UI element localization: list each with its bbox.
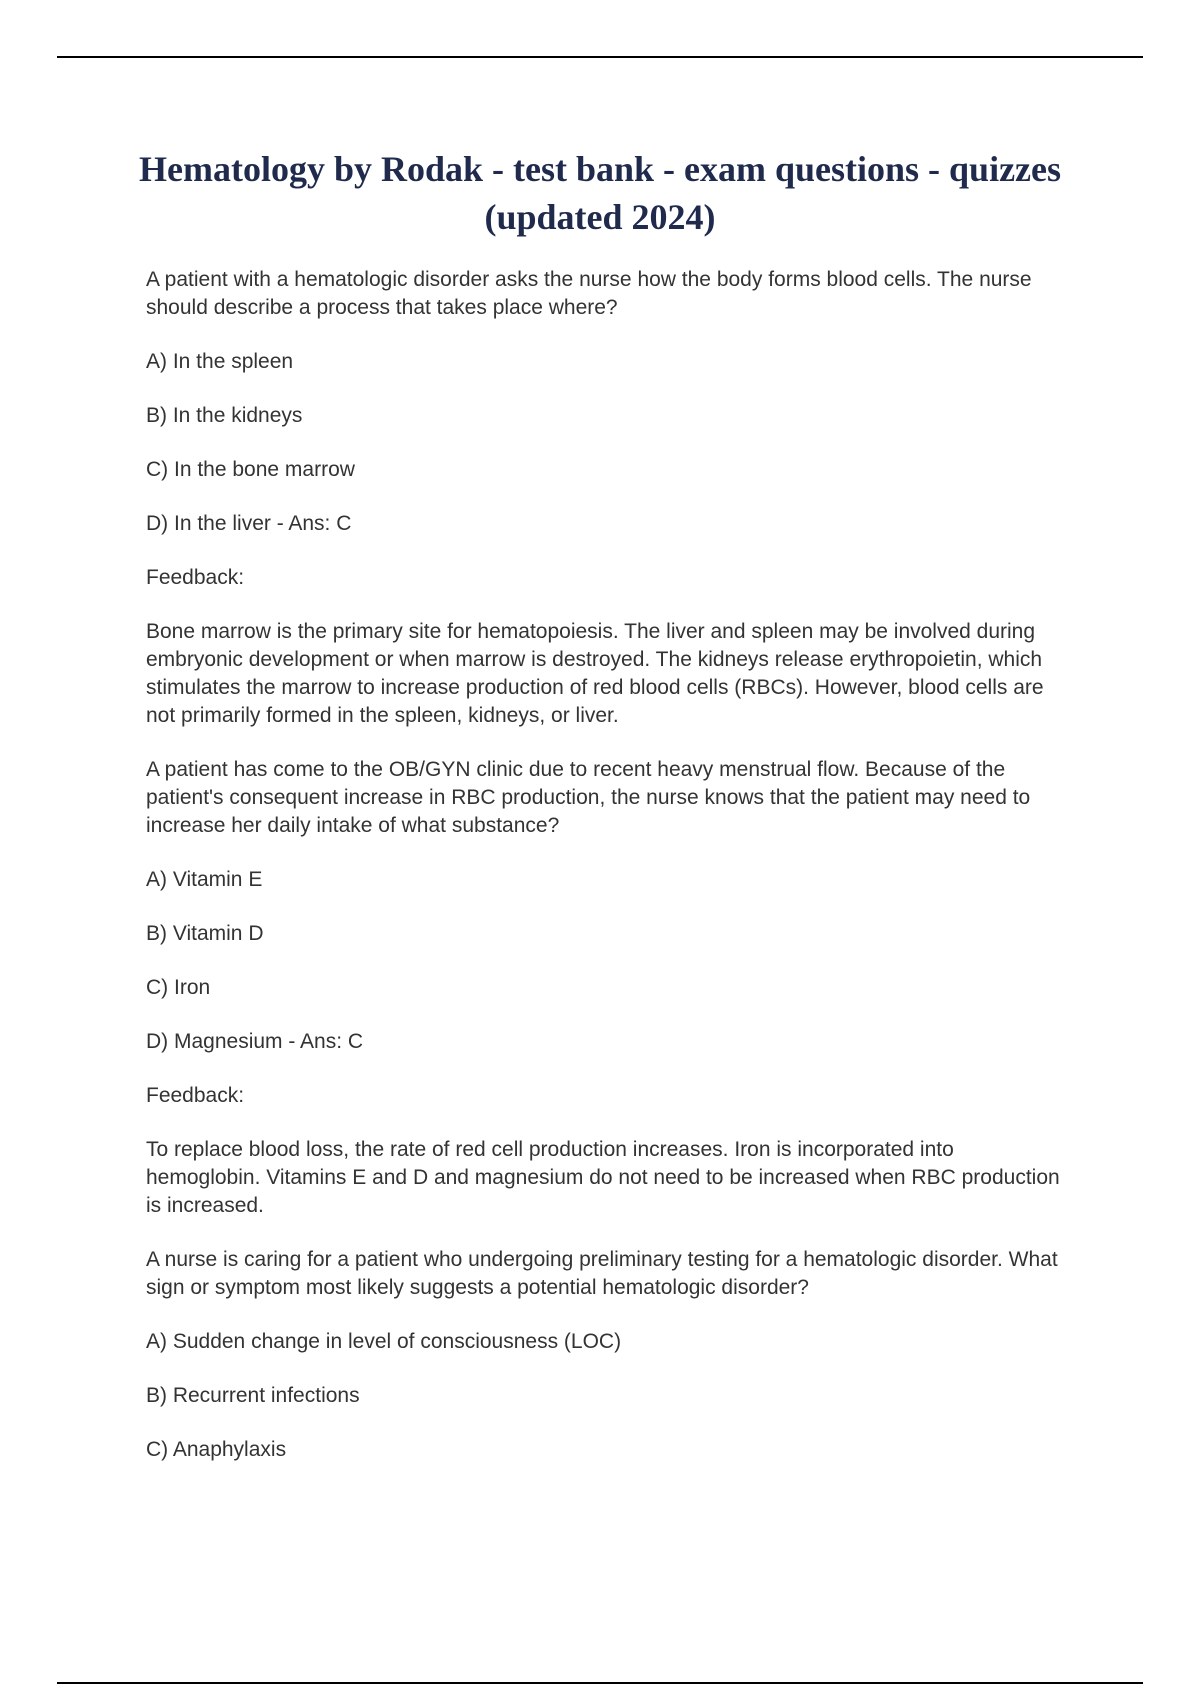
document-title: Hematology by Rodak - test bank - exam questions - quizzes (updated 2024) <box>138 149 1062 237</box>
answer-option: C) Anaphylaxis <box>146 1438 287 1461</box>
answer-option: B) Recurrent infections <box>146 1384 360 1407</box>
header-rule <box>57 56 1143 58</box>
answer-option: C) In the bone marrow <box>146 458 355 481</box>
question-text: A patient has come to the OB/GYN clinic due to recent heavy menstrual flow. Because of the patient's consequent increase in RBC production, the nurse knows that the patient may need to increase her daily intake of what substance? <box>146 758 1031 837</box>
answer-option: B) In the kidneys <box>146 404 303 427</box>
document-body <box>146 266 1066 1490</box>
feedback-text: Bone marrow is the primary site for hematopoiesis. The liver and spleen may be involved during embryonic development or when marrow is destroyed. The kidneys release erythropoietin, which stimulates the marrow to increase production of red blood cells (RBCs). However, blood cells are not primarily formed in the spleen, kidneys, or liver. <box>146 620 1044 727</box>
question-text: A nurse is caring for a patient who undergoing preliminary testing for a hematologic disorder. What sign or symptom most likely suggests a potential hematologic disorder? <box>146 1248 1058 1299</box>
answer-option: D) Magnesium - Ans: C <box>146 1030 364 1053</box>
answer-option: B) Vitamin D <box>146 922 264 945</box>
feedback-label: Feedback: <box>146 566 245 589</box>
answer-option: A) Sudden change in level of consciousness (LOC) <box>146 1330 622 1353</box>
feedback-label: Feedback: <box>146 1084 245 1107</box>
answer-option: D) In the liver - Ans: C <box>146 512 352 535</box>
answer-option: C) Iron <box>146 976 211 999</box>
footer-rule <box>57 1682 1143 1684</box>
question-text: A patient with a hematologic disorder asks the nurse how the body forms blood cells. The nurse should describe a process that takes place where? <box>146 268 1032 319</box>
feedback-text: To replace blood loss, the rate of red cell production increases. Iron is incorporated into hemoglobin. Vitamins E and D and magnesium do not need to be increased when RBC production is increased. <box>146 1138 1060 1217</box>
answer-option: A) In the spleen <box>146 350 294 373</box>
answer-option: A) Vitamin E <box>146 868 263 891</box>
